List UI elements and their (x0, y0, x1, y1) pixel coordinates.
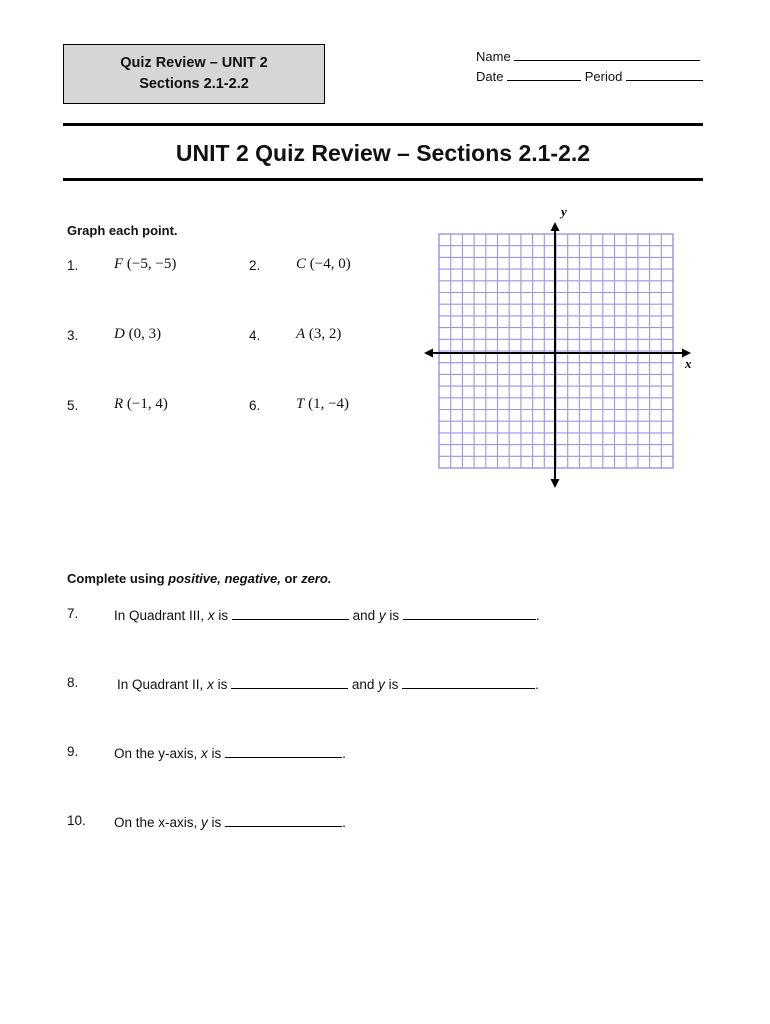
question-number: 9. (67, 744, 79, 759)
answer-blank[interactable] (231, 675, 348, 689)
question-variable: y (378, 608, 386, 623)
point-number: 5. (67, 398, 79, 413)
point-number: 4. (249, 328, 261, 343)
question-variable: y (378, 677, 385, 692)
question-text: On the x-axis, (114, 815, 202, 830)
name-date-block (476, 47, 703, 87)
point-label: F (114, 256, 124, 272)
question-variable: x (201, 746, 208, 761)
y-axis-top-arrow-icon (551, 222, 560, 231)
date-label: Date (476, 69, 504, 84)
complete-instruction (67, 571, 331, 586)
point-coords: (1, −4) (308, 396, 350, 412)
point-label: R (114, 396, 124, 412)
point-item (114, 396, 168, 413)
question-item (114, 606, 540, 623)
question-text: is (207, 746, 222, 761)
question-variable: x (207, 677, 214, 692)
graph-instruction: Graph each point. (67, 223, 178, 238)
point-item (296, 326, 341, 343)
question-text: In Quadrant II, (117, 677, 208, 692)
question-item (114, 813, 346, 830)
question-text: is (214, 608, 229, 623)
instruction-text: Complete using (67, 571, 169, 586)
point-item (296, 396, 349, 413)
unit-title-line1: Quiz Review – UNIT 2 (120, 55, 268, 71)
question-text: . (342, 815, 346, 830)
question-text: . (535, 677, 539, 692)
question-number: 7. (67, 606, 79, 621)
point-coords: (0, 3) (128, 326, 162, 342)
question-number: 10. (67, 813, 86, 828)
bottom-rule (63, 178, 703, 181)
point-number: 3. (67, 328, 79, 343)
point-item (114, 256, 176, 273)
question-text: is (213, 677, 228, 692)
point-label: T (296, 396, 305, 412)
question-text: is (207, 815, 222, 830)
coordinate-grid[interactable] (420, 200, 710, 495)
point-item (114, 326, 161, 343)
top-rule (63, 123, 703, 126)
y-axis-label: y (561, 204, 567, 219)
answer-blank[interactable] (403, 606, 536, 620)
page-title: UNIT 2 Quiz Review – Sections 2.1-2.2 (175, 140, 591, 166)
date-blank[interactable] (507, 68, 581, 81)
y-axis-bottom-arrow-icon (551, 479, 560, 488)
point-coords: (−5, −5) (126, 256, 177, 272)
point-coords: (3, 2) (308, 326, 342, 342)
question-text: and (348, 608, 379, 623)
answer-blank[interactable] (225, 744, 342, 758)
period-blank[interactable] (626, 68, 703, 81)
name-blank[interactable] (514, 48, 700, 61)
period-label: Period (584, 69, 623, 84)
unit-title-box (63, 44, 325, 104)
point-item (296, 256, 351, 273)
instruction-emphasis: positive, negative, (168, 571, 281, 586)
question-variable: x (207, 608, 215, 623)
question-text: and (348, 677, 379, 692)
answer-blank[interactable] (225, 813, 342, 827)
question-text: is (384, 677, 399, 692)
x-axis-left-arrow-icon (424, 349, 433, 358)
point-coords: (−1, 4) (126, 396, 168, 412)
question-text: . (535, 608, 540, 623)
question-text: On the y-axis, (114, 746, 202, 761)
point-label: A (296, 326, 306, 342)
question-text: . (342, 746, 346, 761)
question-text: In Quadrant III, (114, 608, 208, 623)
question-number: 8. (67, 675, 79, 690)
name-row (476, 47, 703, 67)
question-item (117, 675, 539, 692)
date-period-row (476, 67, 703, 87)
answer-blank[interactable] (402, 675, 535, 689)
instruction-text: or (280, 571, 302, 586)
instruction-emphasis: zero. (301, 571, 332, 586)
unit-title-line2: Sections 2.1-2.2 (139, 76, 249, 92)
x-axis-label: x (685, 356, 692, 371)
point-number: 2. (249, 258, 261, 273)
point-number: 6. (249, 398, 261, 413)
name-label: Name (476, 49, 511, 64)
answer-blank[interactable] (232, 606, 349, 620)
point-number: 1. (67, 258, 79, 273)
point-label: C (296, 256, 307, 272)
question-item (114, 744, 346, 761)
question-text: is (385, 608, 400, 623)
question-variable: y (201, 815, 208, 830)
point-label: D (114, 326, 125, 342)
point-coords: (−4, 0) (309, 256, 351, 272)
